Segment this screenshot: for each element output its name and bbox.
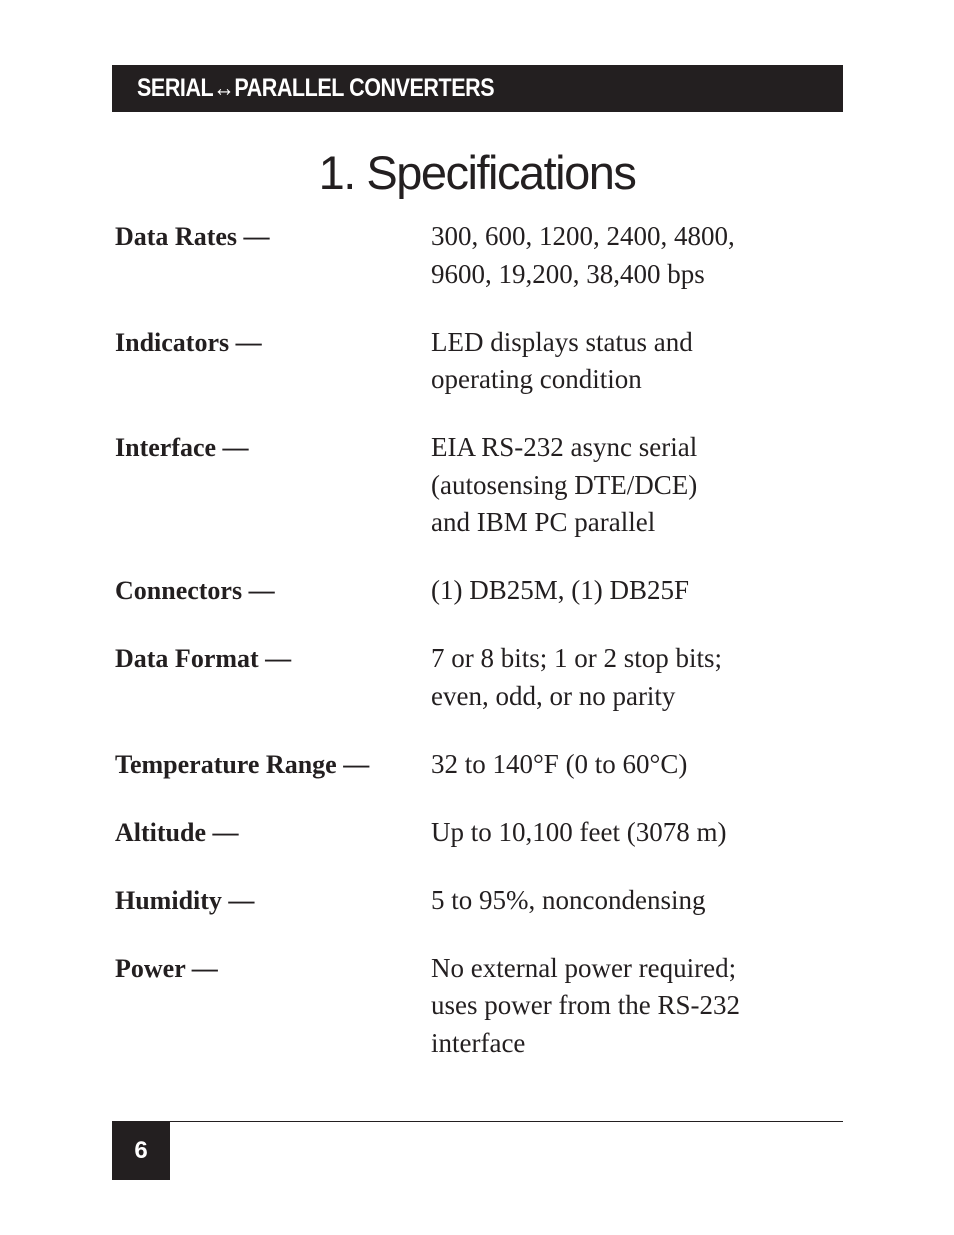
spec-value — [431, 814, 815, 852]
spec-value — [431, 746, 815, 784]
spec-value-line: Up to 10,100 feet (3078 m) — [431, 816, 727, 847]
spec-label: Interface — — [115, 433, 249, 462]
spec-label: Connectors — — [115, 576, 275, 605]
running-header-title: SERIAL↔PARALLEL CONVERTERS — [137, 74, 495, 102]
spec-value-line: 5 to 95%, noncondensing — [431, 884, 706, 915]
spec-label: Data Rates — — [115, 222, 270, 251]
page-number: 6 — [134, 1137, 148, 1164]
spec-value — [431, 572, 815, 610]
spec-value-line: uses power from the RS-232 — [431, 990, 740, 1020]
spec-value-line: LED displays status and — [431, 326, 693, 357]
spec-row-data-format — [115, 640, 815, 715]
spec-value-line: 32 to 140°F (0 to 60°C) — [431, 748, 688, 779]
spec-label: Power — — [115, 953, 218, 983]
spec-label: Temperature Range — — [115, 749, 370, 779]
spec-value-line: and IBM PC parallel — [431, 507, 656, 537]
spec-value-line: operating condition — [431, 364, 642, 394]
running-header — [112, 65, 843, 112]
spec-label: Altitude — — [115, 817, 239, 847]
spec-row-interface — [115, 429, 815, 542]
spec-label: Data Format — — [115, 644, 292, 673]
spec-value-line: (autosensing DTE/DCE) — [431, 469, 698, 500]
specifications-list — [115, 218, 815, 1093]
spec-value-line: No external power required; — [431, 952, 737, 983]
page-number-box — [112, 1122, 170, 1180]
spec-value-line: interface — [431, 1027, 526, 1058]
spec-row-data-rates — [115, 218, 815, 293]
spec-value-line: 7 or 8 bits; 1 or 2 stop bits; — [431, 643, 723, 673]
spec-label: Indicators — — [115, 327, 262, 357]
page-title: 1. Specifications — [318, 146, 636, 199]
spec-row-indicators — [115, 324, 815, 399]
footer-rule — [112, 1121, 843, 1122]
spec-value-line: 9600, 19,200, 38,400 bps — [431, 258, 705, 289]
spec-value — [431, 429, 815, 542]
spec-value-line: 300, 600, 1200, 2400, 4800, — [431, 221, 735, 251]
spec-value-line: EIA RS-232 async serial — [431, 432, 698, 462]
spec-row-temperature-range — [115, 746, 815, 784]
spec-value-line: even, odd, or no parity — [431, 680, 676, 711]
spec-value-line: (1) DB25M, (1) DB25F — [431, 575, 690, 605]
spec-row-connectors — [115, 572, 815, 610]
spec-row-humidity — [115, 882, 815, 920]
spec-label: Humidity — — [115, 885, 255, 915]
spec-row-altitude — [115, 814, 815, 852]
spec-value — [431, 882, 815, 920]
spec-value — [431, 640, 815, 715]
spec-value — [431, 218, 815, 293]
spec-value — [431, 950, 815, 1063]
spec-row-power — [115, 950, 815, 1063]
spec-value — [431, 324, 815, 399]
